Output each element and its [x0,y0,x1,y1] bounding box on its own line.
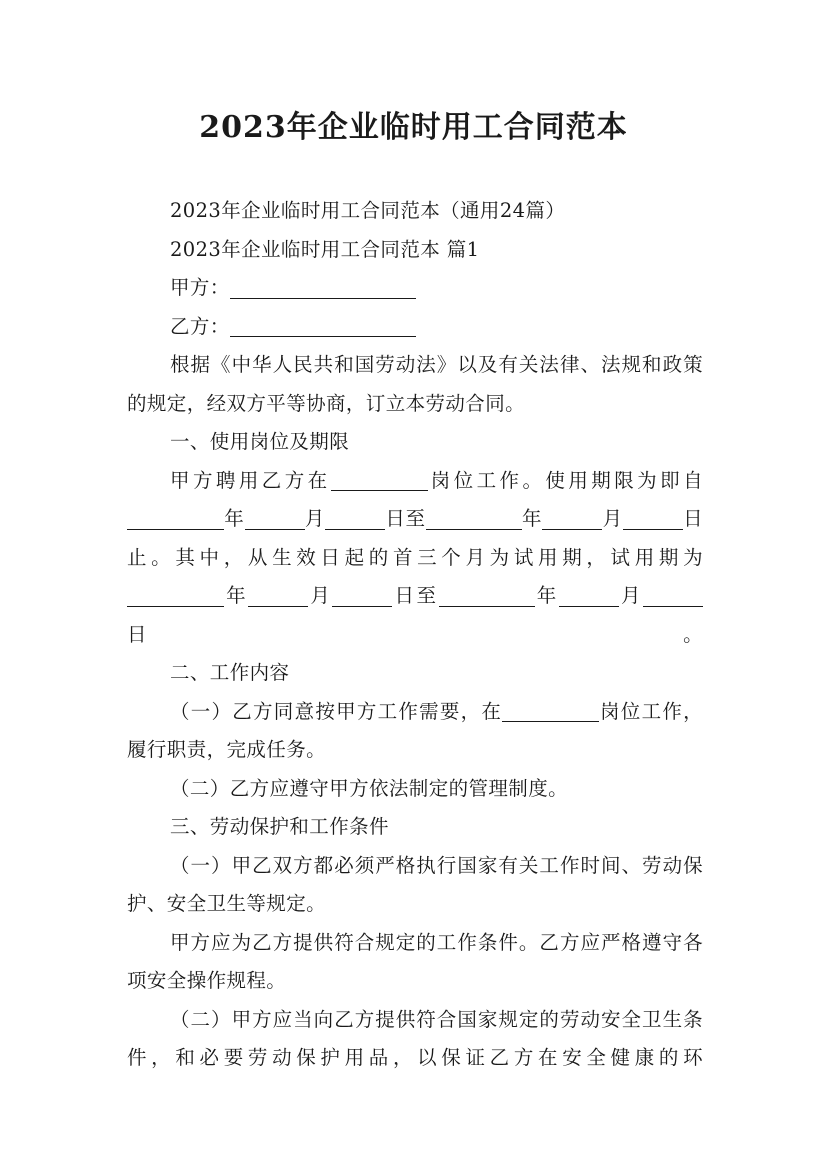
article-title: 2023年企业临时用工合同范本 篇1 [170,237,480,261]
end-year-blank [426,508,522,529]
section1-trial-line: 止。其中，从生效日起的首三个月为试用期，试用期为 [127,545,703,569]
section1-line1 [127,462,703,501]
section3-item2: （二）甲方应当向乙方提供符合国家规定的劳动安全卫生条件，和必要劳动保护用品，以保证乙方在安全健康的环 [127,1007,703,1069]
end-month-blank [542,508,602,529]
year-label: 年 [224,507,245,530]
document-body [127,192,703,1078]
year-label: 年 [224,584,249,607]
section2-item1 [127,693,703,770]
party-a-line [127,269,703,308]
start-year-blank [127,508,224,529]
start-day-blank [325,508,385,529]
party-b-label: 乙方： [170,314,230,338]
text-span: 岗位工作。使用期限为即自 [427,468,703,492]
section1-dates-line [127,500,703,539]
trial-end-month-blank [559,585,619,606]
text-span: （一）乙方同意按甲方工作需要，在 [170,699,503,723]
day-to-label: 日至 [392,584,439,607]
party-a-blank [230,277,416,298]
month-label: 月 [602,507,623,530]
section2-item2: （二）乙方应遵守甲方依法制定的管理制度。 [170,776,569,800]
section1-heading: 一、使用岗位及期限 [170,430,350,453]
post-blank [331,470,428,491]
start-month-blank [245,508,305,529]
preamble: 根据《中华人民共和国劳动法》以及有关法律、法规和政策的规定，经双方平等协商，订立本劳动合同。 [127,353,703,415]
day-label: 日 [682,507,703,530]
party-a-label: 甲方： [170,276,230,299]
year-label: 年 [534,584,559,607]
text-span: 甲方聘用乙方在 [170,468,331,492]
month-label: 月 [618,584,643,607]
day-label: 日。 [127,622,703,646]
trial-start-year-blank [127,585,224,606]
end-day-blank [623,508,683,529]
trial-start-day-blank [332,585,392,606]
trial-end-year-blank [439,585,535,606]
document-title: 2023年企业临时用工合同范本 [199,110,628,145]
text-span: 岗位工作，履行职责，完成任务。 [127,699,703,761]
year-label: 年 [521,507,543,530]
party-b-blank [230,316,416,337]
section1-trial-dates-line [127,577,703,654]
section2-heading: 二、工作内容 [170,661,290,684]
month-label: 月 [308,584,333,607]
section3-item1: （一）甲乙双方都必须严格执行国家有关工作时间、劳动保护、安全卫生等规定。 [127,853,703,915]
party-b-line [127,308,703,347]
post-blank [502,701,599,722]
month-label: 月 [304,507,326,530]
trial-start-month-blank [248,585,308,606]
section3-paragraph: 甲方应为乙方提供符合规定的工作条件。乙方应严格遵守各项安全操作规程。 [127,930,703,992]
section3-heading: 三、劳动保护和工作条件 [170,815,389,838]
day-to-label: 日至 [385,507,426,530]
subtitle: 2023年企业临时用工合同范本（通用24篇） [170,199,566,222]
trial-end-day-blank [643,585,703,606]
